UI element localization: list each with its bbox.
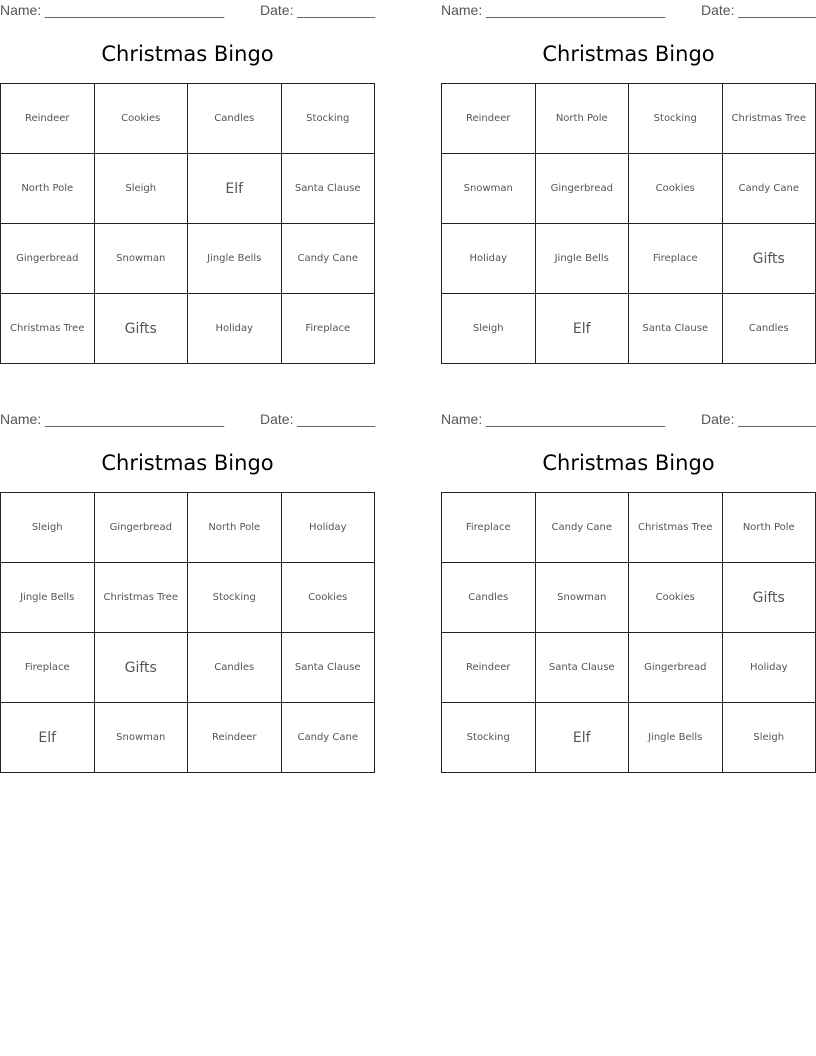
bingo-cell: Jingle Bells <box>535 224 629 294</box>
card-title: Christmas Bingo <box>101 42 274 66</box>
bingo-cell: North Pole <box>535 84 629 154</box>
bingo-cell: Christmas Tree <box>94 563 188 633</box>
bingo-cell: Elf <box>535 294 629 364</box>
date-field-label: Date: __________ <box>260 411 376 427</box>
bingo-cell: Christmas Tree <box>1 294 95 364</box>
bingo-cell: Holiday <box>281 493 375 563</box>
bingo-cell: Stocking <box>281 84 375 154</box>
name-field-label: Name: _______________________ <box>0 2 225 18</box>
bingo-cell: Gifts <box>722 224 816 294</box>
bingo-cell: Snowman <box>94 224 188 294</box>
name-date-line <box>0 0 376 22</box>
bingo-cell: Candles <box>188 633 282 703</box>
bingo-cell: Elf <box>1 703 95 773</box>
name-date-line <box>441 0 816 22</box>
bingo-cell: Snowman <box>535 563 629 633</box>
bingo-cell: Sleigh <box>722 703 816 773</box>
name-field-label: Name: _______________________ <box>441 411 666 427</box>
bingo-cell: Santa Clause <box>281 633 375 703</box>
bingo-grid <box>441 492 816 773</box>
bingo-grid <box>0 83 375 364</box>
card-title: Christmas Bingo <box>101 451 274 475</box>
bingo-cell: Candy Cane <box>722 154 816 224</box>
card-title: Christmas Bingo <box>542 451 715 475</box>
grid-row <box>442 493 816 563</box>
bingo-cell: Elf <box>535 703 629 773</box>
grid-row <box>442 294 816 364</box>
name-date-line <box>0 409 376 431</box>
bingo-cell: Santa Clause <box>535 633 629 703</box>
grid-row <box>1 224 375 294</box>
bingo-cell: Christmas Tree <box>722 84 816 154</box>
bingo-cell: Stocking <box>442 703 536 773</box>
bingo-cell: Fireplace <box>629 224 723 294</box>
bingo-cell: Cookies <box>629 154 723 224</box>
bingo-cell: Fireplace <box>442 493 536 563</box>
bingo-cell: Gingerbread <box>535 154 629 224</box>
bingo-cell: Holiday <box>722 633 816 703</box>
grid-row <box>1 294 375 364</box>
bingo-cell: Holiday <box>442 224 536 294</box>
bingo-cell: Elf <box>188 154 282 224</box>
name-date-line <box>441 409 816 431</box>
bingo-cell: Reindeer <box>1 84 95 154</box>
grid-row <box>1 563 375 633</box>
grid-row <box>442 224 816 294</box>
bingo-cell: Gifts <box>722 563 816 633</box>
bingo-cell: Stocking <box>629 84 723 154</box>
bingo-cell: Fireplace <box>281 294 375 364</box>
date-field-label: Date: __________ <box>701 411 816 427</box>
grid-row <box>442 633 816 703</box>
name-field-label: Name: _______________________ <box>0 411 225 427</box>
bingo-cell: Reindeer <box>188 703 282 773</box>
bingo-cell: Gingerbread <box>94 493 188 563</box>
bingo-cell: Candles <box>442 563 536 633</box>
bingo-cell: Cookies <box>94 84 188 154</box>
card-title: Christmas Bingo <box>542 42 715 66</box>
bingo-cell: Reindeer <box>442 633 536 703</box>
bingo-cell: Cookies <box>629 563 723 633</box>
bingo-cell: Candles <box>188 84 282 154</box>
grid-row <box>442 84 816 154</box>
bingo-cell: Candy Cane <box>535 493 629 563</box>
bingo-cell: Sleigh <box>94 154 188 224</box>
grid-row <box>1 84 375 154</box>
bingo-cell: Gingerbread <box>629 633 723 703</box>
bingo-cell: Sleigh <box>1 493 95 563</box>
bingo-grid <box>441 83 816 364</box>
bingo-cell: Snowman <box>442 154 536 224</box>
grid-row <box>442 154 816 224</box>
bingo-cell: Candy Cane <box>281 224 375 294</box>
bingo-cell: Gifts <box>94 294 188 364</box>
bingo-cell: North Pole <box>722 493 816 563</box>
bingo-cell: Santa Clause <box>281 154 375 224</box>
bingo-cell: Jingle Bells <box>629 703 723 773</box>
bingo-cell: Cookies <box>281 563 375 633</box>
bingo-cell: North Pole <box>1 154 95 224</box>
bingo-cell: North Pole <box>188 493 282 563</box>
date-field-label: Date: __________ <box>701 2 816 18</box>
bingo-cell: Jingle Bells <box>1 563 95 633</box>
grid-row <box>1 703 375 773</box>
bingo-cell: Candy Cane <box>281 703 375 773</box>
bingo-cell: Sleigh <box>442 294 536 364</box>
bingo-cell: Holiday <box>188 294 282 364</box>
bingo-cell: Gifts <box>94 633 188 703</box>
bingo-cell: Candles <box>722 294 816 364</box>
bingo-cell: Reindeer <box>442 84 536 154</box>
bingo-cell: Christmas Tree <box>629 493 723 563</box>
date-field-label: Date: __________ <box>260 2 376 18</box>
bingo-cell: Jingle Bells <box>188 224 282 294</box>
grid-row <box>442 703 816 773</box>
bingo-cell: Snowman <box>94 703 188 773</box>
bingo-cell: Gingerbread <box>1 224 95 294</box>
grid-row <box>442 563 816 633</box>
bingo-cell: Santa Clause <box>629 294 723 364</box>
grid-row <box>1 493 375 563</box>
bingo-grid <box>0 492 375 773</box>
grid-row <box>1 154 375 224</box>
bingo-cell: Stocking <box>188 563 282 633</box>
bingo-cell: Fireplace <box>1 633 95 703</box>
name-field-label: Name: _______________________ <box>441 2 666 18</box>
grid-row <box>1 633 375 703</box>
